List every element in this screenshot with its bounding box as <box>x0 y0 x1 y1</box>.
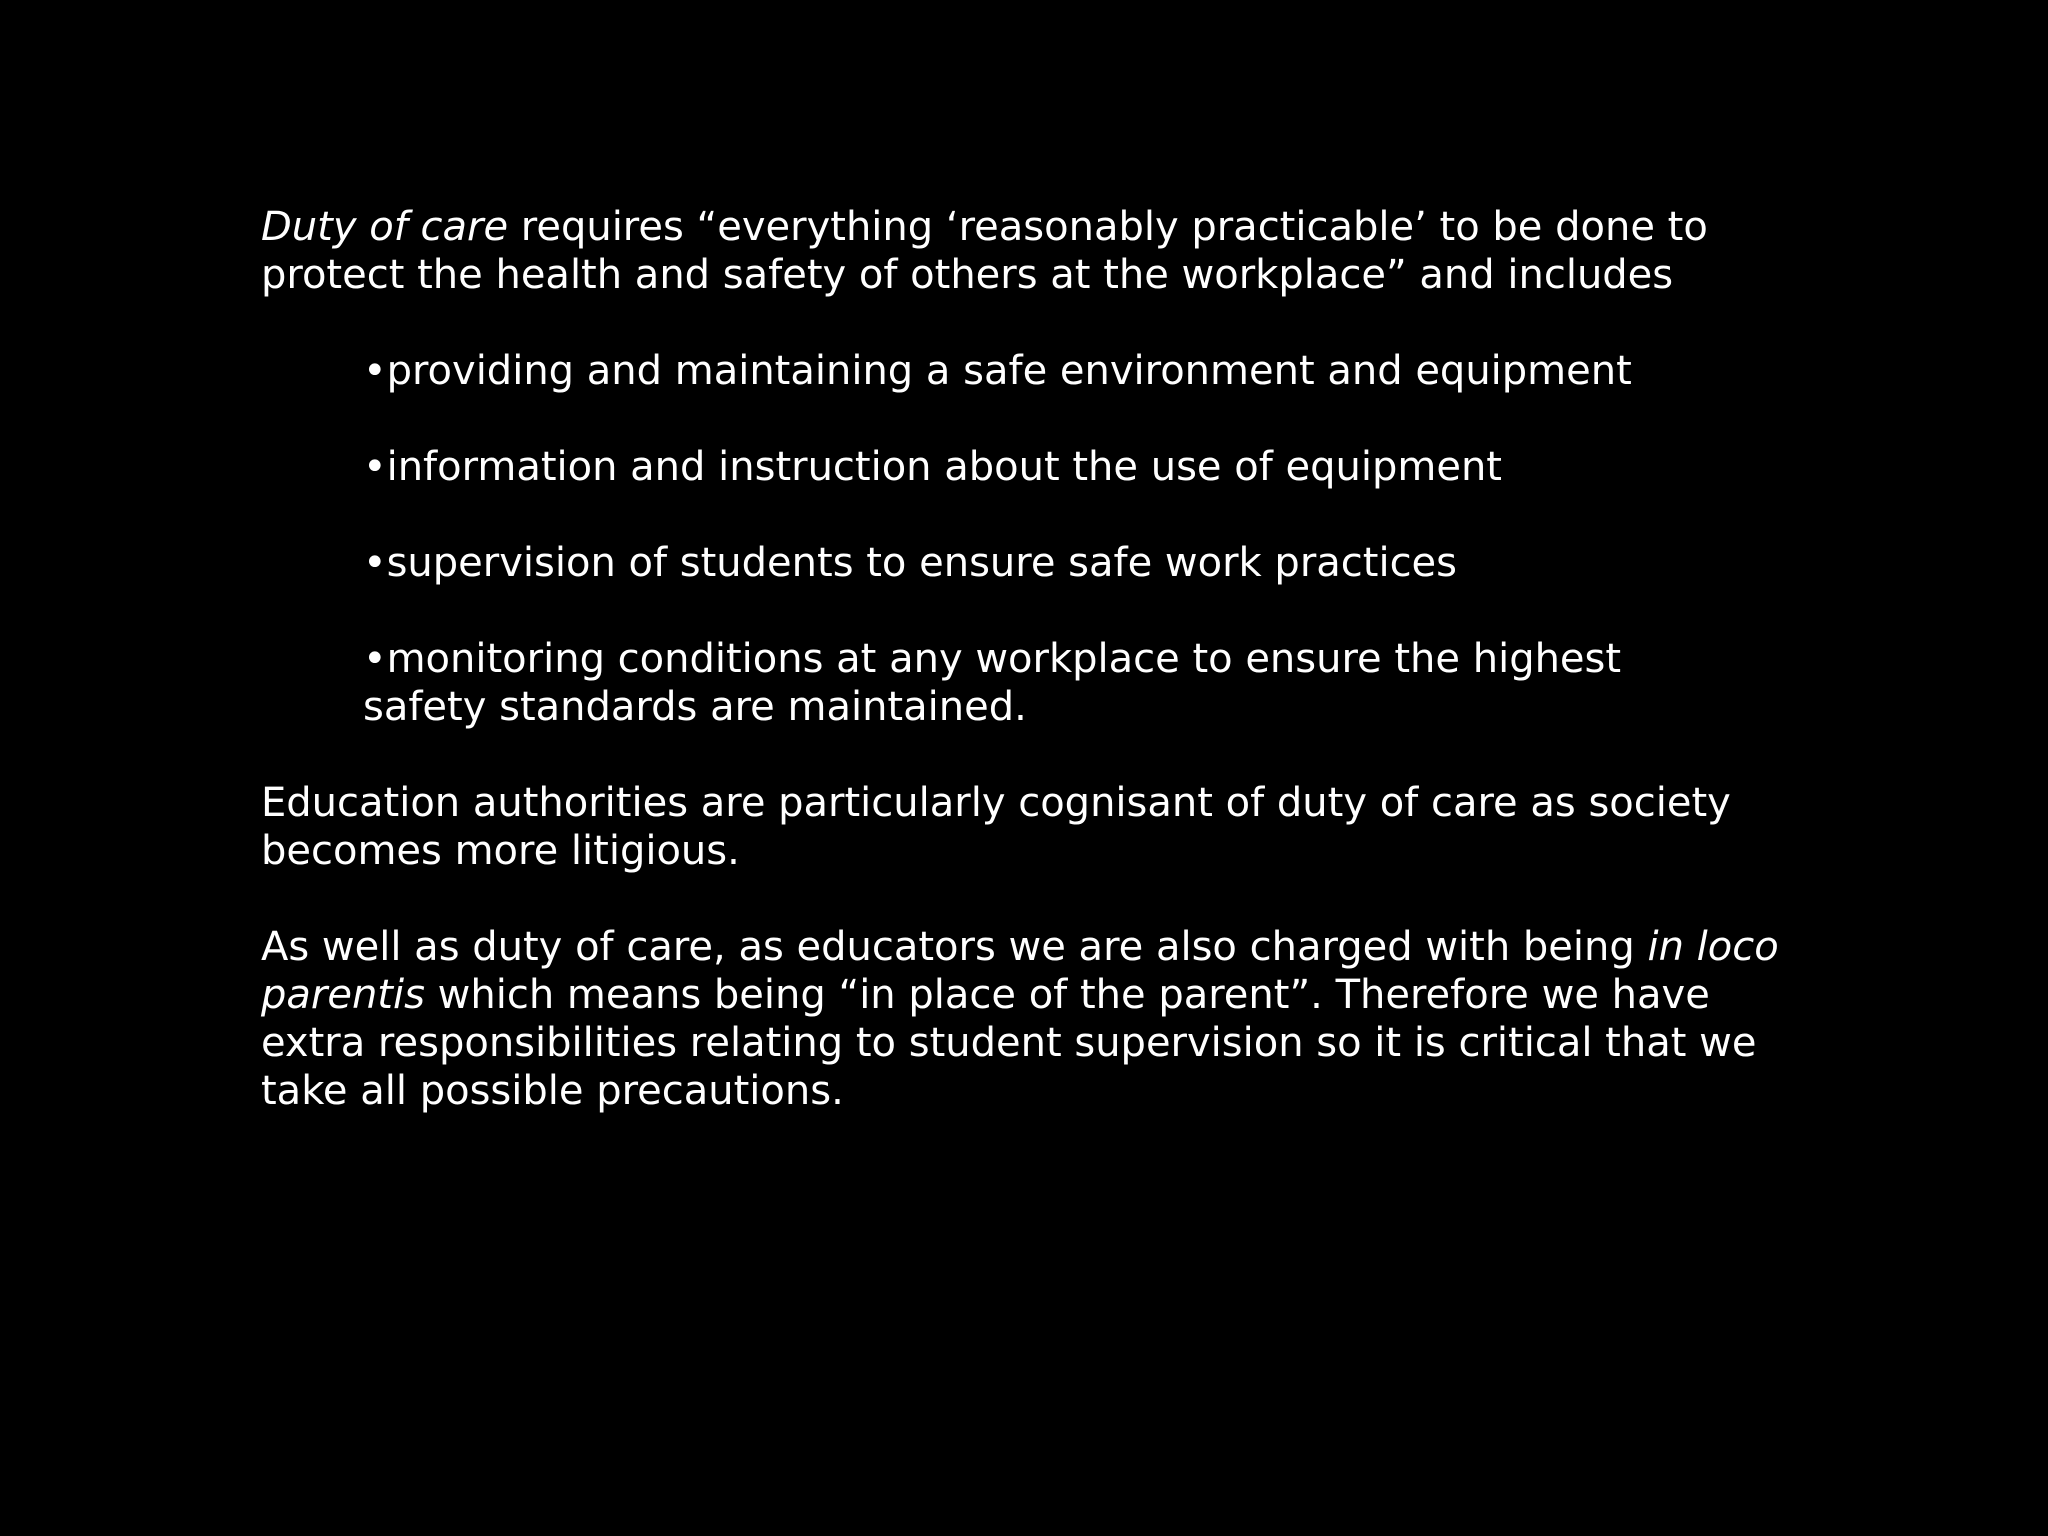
duty-of-care-list <box>261 347 1821 731</box>
spacer <box>261 299 1821 347</box>
spacer <box>261 731 1821 779</box>
slide-text-body <box>261 203 1821 1115</box>
education-authorities-paragraph: Education authorities are particularly cognisant of duty of care as society becomes more litigious. <box>261 780 1731 874</box>
paragraph-text: which means being “in place of the parent”. Therefore we have extra responsibilities relating to student supervision so it is critical that we take all possible precautions. <box>261 972 1757 1114</box>
duty-of-care-term: Duty of care <box>261 204 509 250</box>
list-item: •supervision of students to ensure safe work practices <box>363 540 1458 586</box>
intro-text: requires “everything ‘reasonably practicable’ to be done to protect the health and safety of others at the workplace” and includes <box>261 204 1708 298</box>
list-item: •information and instruction about the use of equipment <box>363 444 1502 490</box>
list-item: •monitoring conditions at any workplace to ensure the highest safety standards are maintained. <box>363 636 1622 730</box>
in-loco-parentis-term: in loco parentis <box>261 924 1779 1018</box>
in-loco-parentis-paragraph <box>261 923 1821 1115</box>
paragraph-text: As well as duty of care, as educators we are also charged with being <box>261 924 1648 970</box>
spacer <box>261 875 1821 923</box>
spacer <box>261 395 1821 443</box>
spacer <box>261 491 1821 539</box>
intro-paragraph <box>261 203 1821 299</box>
spacer <box>261 587 1821 635</box>
list-item: •providing and maintaining a safe environment and equipment <box>363 348 1632 394</box>
